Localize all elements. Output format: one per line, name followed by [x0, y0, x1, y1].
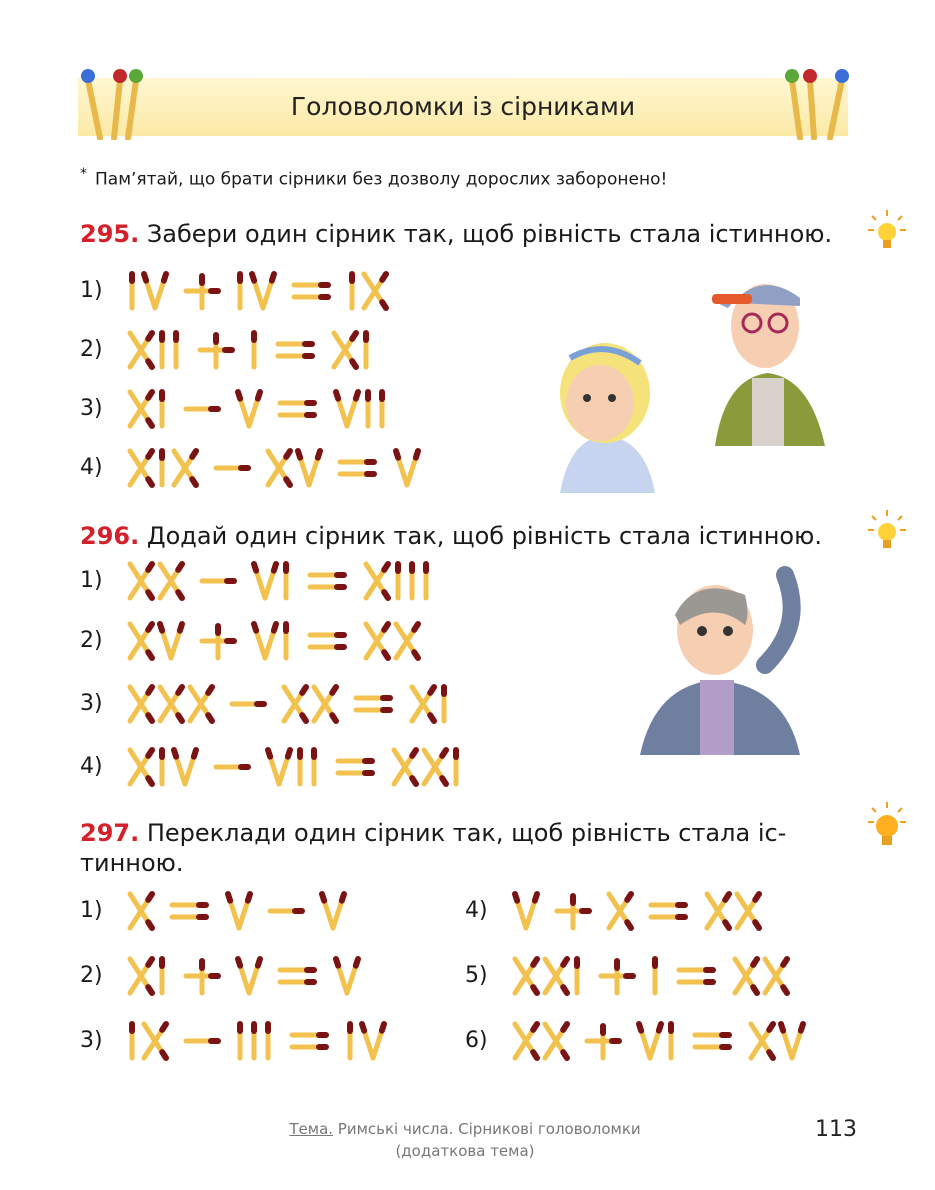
roman-X-glyph — [130, 451, 152, 485]
lightbulb-icon — [866, 800, 908, 850]
roman-X-glyph — [130, 959, 152, 993]
plus-sign — [186, 276, 218, 308]
roman-V-glyph — [268, 750, 290, 784]
roman-X-glyph — [609, 894, 631, 928]
safety-note — [80, 166, 667, 190]
item-number: 2) — [80, 628, 103, 653]
roman-V-glyph — [238, 392, 260, 426]
roman-X-glyph — [366, 624, 388, 658]
equals-sign — [292, 1035, 326, 1047]
roman-V-glyph — [336, 959, 358, 993]
match-characters-decoration — [770, 60, 860, 140]
roman-X-glyph — [130, 687, 152, 721]
item-number: 3) — [80, 396, 103, 421]
item-number: 2) — [80, 963, 103, 988]
roman-V-glyph — [144, 274, 166, 308]
footer-topic — [250, 1118, 680, 1162]
roman-X-glyph — [130, 750, 152, 784]
task-number: 295. — [80, 220, 140, 248]
roman-X-glyph — [130, 624, 152, 658]
plus-sign — [601, 961, 633, 993]
matchstick-equation — [126, 447, 506, 491]
roman-X-glyph — [545, 959, 567, 993]
task-number: 296. — [80, 522, 140, 550]
matchstick-equation — [126, 329, 506, 373]
footer-line1: Римські числа. Сірникові головоломки — [333, 1120, 641, 1138]
matchstick-equation — [126, 955, 506, 999]
roman-V-glyph — [396, 451, 418, 485]
roman-V-glyph — [174, 750, 196, 784]
roman-X-glyph — [284, 687, 306, 721]
task-text: Забери один сірник так, щоб рівність стала істинною. — [146, 220, 833, 248]
plus-sign — [587, 1026, 619, 1058]
equals-sign — [679, 970, 713, 982]
equals-sign — [338, 761, 372, 773]
matchstick-equation — [126, 620, 506, 664]
item-number: 1) — [80, 898, 103, 923]
equals-sign — [294, 285, 328, 297]
task-text-line1: Переклади один сірник так, щоб рівність стала іс- — [146, 819, 787, 847]
roman-V-glyph — [639, 1024, 661, 1058]
boy-with-cap-illustration — [700, 268, 835, 446]
plus-sign — [186, 961, 218, 993]
matchstick-equation — [126, 890, 506, 934]
page-number: 113 — [815, 1117, 857, 1142]
roman-X-glyph — [366, 564, 388, 598]
footer-line2: (додаткова тема) — [395, 1142, 535, 1160]
matchstick-equation — [511, 955, 891, 999]
roman-X-glyph — [130, 894, 152, 928]
roman-X-glyph — [160, 564, 182, 598]
page-title: Головоломки із сірниками — [290, 92, 636, 121]
matchstick-equation — [126, 683, 506, 727]
equals-sign — [280, 970, 314, 982]
matchstick-equation — [511, 1020, 891, 1064]
boy-thinking-illustration — [635, 555, 835, 755]
task-number: 297. — [80, 819, 140, 847]
roman-V-glyph — [515, 894, 537, 928]
roman-X-glyph — [190, 687, 212, 721]
match-characters-decoration — [70, 60, 160, 140]
roman-X-glyph — [130, 564, 152, 598]
equals-sign — [310, 635, 344, 647]
title-banner — [78, 78, 848, 136]
roman-X-glyph — [765, 959, 787, 993]
roman-V-glyph — [254, 624, 276, 658]
equals-sign — [651, 905, 685, 917]
plus-sign — [202, 626, 234, 658]
item-number: 6) — [465, 1028, 488, 1053]
task-text-line2: тинною. — [80, 849, 184, 877]
equals-sign — [310, 575, 344, 587]
roman-V-glyph — [254, 564, 276, 598]
roman-X-glyph — [160, 687, 182, 721]
matchstick-equation — [126, 746, 506, 790]
roman-V-glyph — [322, 894, 344, 928]
roman-V-glyph — [362, 1024, 384, 1058]
equals-sign — [356, 698, 390, 710]
roman-X-glyph — [130, 392, 152, 426]
item-number: 2) — [80, 337, 103, 362]
roman-X-glyph — [412, 687, 434, 721]
matchstick-equation — [126, 270, 506, 314]
item-number: 3) — [80, 1028, 103, 1053]
equals-sign — [278, 344, 312, 356]
lightbulb-icon — [866, 508, 908, 554]
roman-V-glyph — [781, 1024, 803, 1058]
lightbulb-icon — [866, 208, 908, 254]
roman-V-glyph — [298, 451, 320, 485]
task-297-heading — [80, 818, 786, 878]
item-number: 3) — [80, 691, 103, 716]
plus-sign — [557, 896, 589, 928]
roman-X-glyph — [737, 894, 759, 928]
roman-X-glyph — [545, 1024, 567, 1058]
roman-X-glyph — [130, 333, 152, 367]
task-296-heading — [80, 522, 822, 550]
roman-X-glyph — [515, 959, 537, 993]
roman-X-glyph — [515, 1024, 537, 1058]
roman-X-glyph — [394, 750, 416, 784]
item-number: 4) — [80, 754, 103, 779]
roman-X-glyph — [334, 333, 356, 367]
equals-sign — [172, 905, 206, 917]
equals-sign — [280, 403, 314, 415]
item-number: 4) — [465, 898, 488, 923]
matchstick-equation — [126, 560, 506, 604]
footer-label: Тема. — [289, 1120, 334, 1138]
note-mark: * — [80, 166, 87, 182]
roman-V-glyph — [160, 624, 182, 658]
task-text: Додай один сірник так, щоб рівність стала істинною. — [146, 522, 822, 550]
item-number: 5) — [465, 963, 488, 988]
roman-X-glyph — [364, 274, 386, 308]
roman-X-glyph — [268, 451, 290, 485]
girl-illustration — [530, 318, 680, 493]
roman-X-glyph — [707, 894, 729, 928]
roman-X-glyph — [424, 750, 446, 784]
roman-X-glyph — [174, 451, 196, 485]
note-text: Пам’ятай, що брати сірники без дозволу дорослих заборонено! — [95, 169, 668, 190]
matchstick-equation — [126, 1020, 506, 1064]
equals-sign — [340, 462, 374, 474]
matchstick-equation — [511, 890, 891, 934]
roman-V-glyph — [252, 274, 274, 308]
item-number: 1) — [80, 568, 103, 593]
equals-sign — [695, 1035, 729, 1047]
plus-sign — [200, 335, 232, 367]
roman-X-glyph — [751, 1024, 773, 1058]
roman-V-glyph — [336, 392, 358, 426]
matchstick-equation — [126, 388, 506, 432]
roman-V-glyph — [228, 894, 250, 928]
item-number: 1) — [80, 278, 103, 303]
roman-X-glyph — [144, 1024, 166, 1058]
item-number: 4) — [80, 455, 103, 480]
task-295-heading — [80, 220, 832, 248]
roman-X-glyph — [735, 959, 757, 993]
roman-X-glyph — [396, 624, 418, 658]
roman-X-glyph — [314, 687, 336, 721]
roman-V-glyph — [238, 959, 260, 993]
